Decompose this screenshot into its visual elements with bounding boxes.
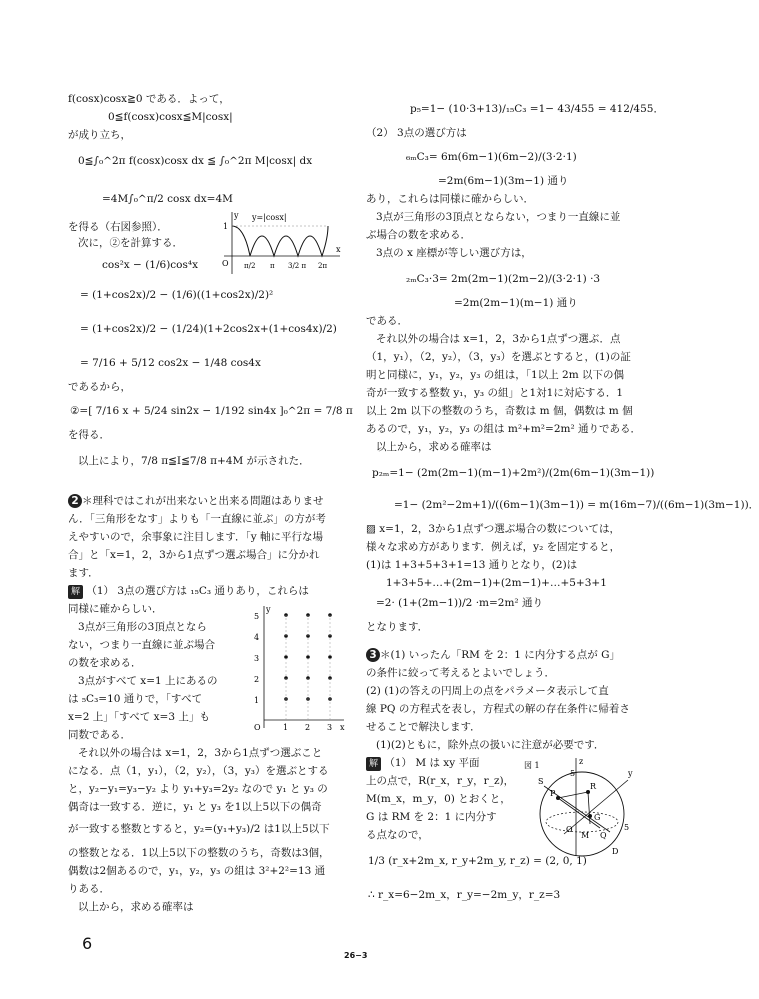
sphere-figure	[524, 756, 644, 864]
curve	[232, 226, 328, 256]
point-g	[588, 814, 592, 818]
text-line: ▨ x=1，2，3から1点ずつ選ぶ場合の数については，	[366, 523, 620, 535]
text-line: 0≦f(cosx)cosx≦M|cosx|	[108, 111, 233, 123]
label-s: S	[538, 777, 544, 786]
label-r: R	[590, 782, 597, 791]
x-tick: 3	[327, 723, 333, 732]
text-line: 3点の x 座標が等しい選び方は，	[376, 247, 532, 259]
text-line: x=2 上」「すべて x=3 上」も	[68, 711, 210, 723]
text-line: になる．点（1，y₁），（2，y₂），（3，y₃）を選ぶとする	[68, 765, 329, 777]
y-label: y	[234, 211, 239, 220]
equation: ∴ r_x=6−2m_x，r_y=−2m_y，r_z=3	[368, 889, 561, 901]
text-line: 同様に確からしい．	[68, 603, 163, 615]
equation: cos²x − (1/6)cos⁴x	[102, 259, 199, 271]
equation: =1− (2m²−2m+1)/((6m−1)(3m−1)) = m(16m−7)/((6m−1)(3m−1))．	[394, 499, 759, 511]
text-line: を得る．	[68, 429, 110, 441]
text-line: ん．「三角形をなす」よりも「一直線に並ぶ」の方が考	[68, 513, 326, 525]
equation: 1+3+5+…+(2m−1)+(2m−1)+…+5+3+1	[386, 577, 607, 589]
text-line: る点なので，	[366, 829, 429, 841]
equation: ②=[ 7/16 x + 5/24 sin2x − 1/192 sin4x ]₀^2π = 7/8 π	[70, 405, 353, 417]
label-d: D	[612, 847, 619, 856]
text-line: せることで解決します．	[366, 721, 481, 733]
text-line: りある．	[68, 883, 110, 895]
point-p	[556, 796, 560, 800]
x-tick: 2	[305, 723, 311, 732]
text-line: となります．	[366, 621, 429, 633]
text-line: (2) (1)の答えの円周上の点をパラメータ表示して直	[366, 685, 609, 697]
sphere	[540, 772, 624, 856]
origin: O	[222, 259, 229, 268]
text-line: 次に，②を計算する．	[78, 237, 183, 249]
section-2-head: 2 ＊理科ではこれが出来ないと出来る問題はありませ	[68, 494, 324, 508]
text-line: あるので，y₁，y₂，y₃ の組は m²+m²=2m² 通りである．	[366, 423, 641, 435]
text-line: を得る（右図参照）．	[68, 221, 168, 233]
text-line: それ以外の場合は x=1，2，3から1点ずつ選ぶ．点	[376, 333, 621, 345]
text-line: 以上により，7/8 π≦I≦7/8 π+4M が示された．	[78, 455, 310, 467]
text-line: の整数となる．1以上5以下の整数のうち，奇数は3個，	[68, 847, 330, 859]
text-line: （2） 3点の選び方は	[366, 127, 467, 139]
problem-mark: 2	[68, 494, 82, 508]
tick-1: 1	[223, 222, 229, 231]
label-m: M	[581, 831, 590, 840]
text-line: （1，y₁），（2，y₂），（3，y₃）を選ぶとすると，(1)の証	[366, 351, 631, 363]
text-line: 3点が三角形の3頂点となら	[78, 621, 207, 633]
text-line: 以上 2m 以下の整数のうち，奇数は m 個，偶数は m 個	[366, 405, 633, 417]
text-line: f(cosx)cosx≧0 である．よって，	[68, 93, 230, 105]
equation: =2m(6m−1)(3m−1) 通り	[438, 175, 569, 187]
text-line: 偶数は2個あるので，y₁，y₂，y₃ の組は 3²+2²=13 通	[68, 865, 326, 877]
tick-pi: π	[270, 262, 275, 270]
problem-mark: 3	[366, 648, 380, 662]
integral-inequality: 0≦∫₀^2π f(cosx)cosx dx ≦ ∫₀^2π M|cosx| dx	[78, 155, 313, 167]
x-label: x	[340, 723, 345, 732]
lattice-graph	[250, 604, 348, 734]
figure-label: 図 1	[524, 761, 540, 770]
text-line: が一致する整数とすると，y₂=(y₁+y₃)/2 は1以上5以下	[68, 823, 330, 835]
page-number: 6	[82, 934, 93, 953]
label-5x: 5	[624, 823, 630, 832]
equation: p₂ₘ=1− (2m(2m−1)(m−1)+2m²)/(2m(6m−1)(3m−1))	[372, 467, 655, 479]
y-tick: 5	[254, 612, 260, 621]
equation: ₆ₘC₃= 6m(6m−1)(6m−2)/(3·2·1)	[406, 151, 577, 163]
graph-title: y=|cosx|	[252, 213, 287, 222]
cos-graph	[214, 208, 344, 278]
origin: O	[254, 723, 261, 732]
x-tick: 1	[283, 723, 289, 732]
text-line: の条件に絞って考えるとよいでしょう．	[366, 667, 555, 679]
y-tick: 3	[254, 654, 260, 663]
solution-label: 解	[68, 585, 83, 599]
label-p: P	[550, 789, 556, 798]
text-line: 奇が一致する整数 y₁，y₃ の組」と1対1に対応する．1	[366, 387, 623, 399]
label-g: G	[594, 813, 601, 822]
solution-line: 解 （1） M は xy 平面	[366, 756, 480, 771]
solution-label: 解	[366, 757, 381, 771]
y-label: y	[266, 605, 271, 614]
text-line: 明と同様に，y₁，y₂，y₃ の組は，「1以上 2m 以下の偶	[366, 369, 625, 381]
text-line: が成り立ち，	[68, 129, 131, 141]
text-line: であるから，	[68, 381, 131, 393]
text-line: ます．	[68, 567, 99, 579]
tick-pi2: π/2	[244, 262, 256, 270]
text-line: ない，つまり一直線に並ぶ場合	[68, 639, 215, 651]
text-line: M(m_x，m_y，0) とおくと，	[366, 793, 511, 805]
text-line: である．	[366, 315, 408, 327]
text-line: 上の点で，R(r_x，r_y，r_z)，	[366, 775, 515, 787]
text-line: それ以外の場合は x=1，2，3から1点ずつ選ぶこと	[78, 747, 323, 759]
text-line: は ₅C₃=10 通りで，「すべて	[68, 693, 203, 705]
text-line: の数を求める．	[68, 657, 142, 669]
text-line: (1)は 1+3+5+3+1=13 通りとなり，(2)は	[366, 559, 578, 571]
y-tick: 4	[254, 633, 260, 642]
text-line: あり，これらは同様に確からしい．	[366, 193, 534, 205]
text-line: と，y₂−y₁=y₃−y₂ より y₁+y₃=2y₂ なので y₁ と y₃ の	[68, 783, 328, 795]
text-line: 以上から，求める確率は	[376, 441, 492, 453]
label-o: O	[566, 825, 573, 834]
text-line: 3点がすべて x=1 上にあるの	[78, 675, 218, 687]
text-line: 合」と「x=1，2，3から1点ずつ選ぶ場合」に分かれ	[68, 549, 320, 561]
equation: p₅=1− (10·3+13)/₁₅C₃ =1− 43/455 = 412/455．	[410, 103, 664, 115]
label-q: Q	[600, 831, 607, 840]
label-5z: 5	[570, 769, 576, 778]
y-tick: 1	[254, 696, 260, 705]
equation: 1/3 (r_x+2m_x, r_y+2m_y, r_z) = (2, 0, 1)	[368, 855, 587, 867]
equation: ₂ₘC₃·3= 2m(2m−1)(2m−2)/(3·2·1) ·3	[406, 273, 601, 285]
text-line: 3点が三角形の3頂点とならない，つまり一直線に並	[376, 211, 621, 223]
text-line: (1)(2)ともに，除外点の扱いに注意が必要です．	[376, 739, 605, 751]
y-label: y	[628, 769, 633, 778]
text-line: 偶奇は一致する．逆に，y₁ と y₃ を1以上5以下の偶奇	[68, 801, 322, 813]
tick-2pi: 2π	[318, 262, 328, 270]
footer-code: 26−3	[344, 951, 368, 960]
text-line: えやすいので，余事象に注目します．「y 軸に平行な場	[68, 531, 323, 543]
equation: = (1+cos2x)/2 − (1/24)(1+2cos2x+(1+cos4x)/2)	[80, 323, 337, 335]
text-line: 線 PQ の方程式を表し，方程式の解の存在条件に帰着さ	[366, 703, 630, 715]
equation: = 7/16 + 5/12 cos2x − 1/48 cos4x	[80, 357, 261, 369]
equation: =2· (1+(2m−1))/2 ·m=2m² 通り	[376, 597, 543, 609]
text-line: 様々な求め方があります．例えば，y₂ を固定すると，	[366, 541, 621, 553]
tick-3pi2: 3/2 π	[288, 262, 307, 270]
text-line: 同数である．	[68, 729, 131, 741]
text-line: 以上から，求める確率は	[78, 901, 194, 913]
equation: =2m(2m−1)(m−1) 通り	[454, 297, 578, 309]
x-label: x	[336, 245, 341, 254]
equation: = (1+cos2x)/2 − (1/6)((1+cos2x)/2)²	[80, 289, 274, 301]
segment-pr	[558, 792, 588, 798]
text-line: ぶ場合の数を求める．	[366, 229, 471, 241]
section-3-head: 3 ＊(1) いったん「RM を 2：1 に内分する点が G」	[366, 648, 620, 662]
text-line: G は RM を 2：1 に内分す	[366, 811, 497, 823]
solution-line: 解 （1） 3点の選び方は ₁₅C₃ 通りあり，これらは	[68, 584, 309, 599]
integral-result: =4M∫₀^π/2 cosx dx=4M	[102, 193, 233, 205]
y-tick: 2	[254, 675, 260, 684]
z-label: z	[579, 757, 584, 766]
